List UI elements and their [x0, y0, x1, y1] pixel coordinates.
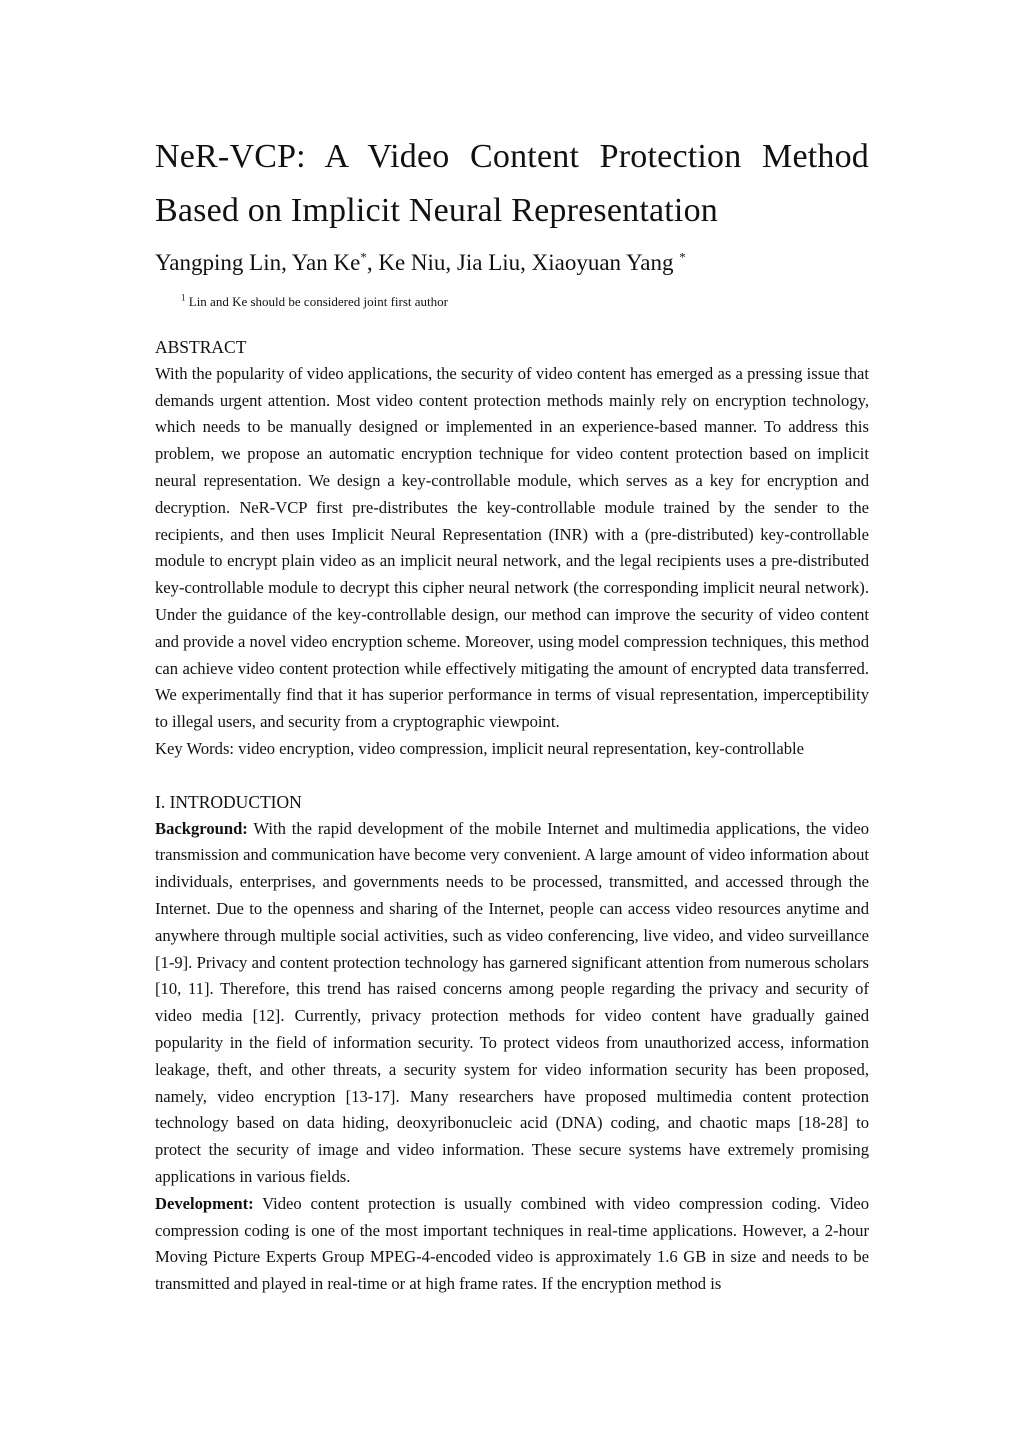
keywords-line: Key Words: video encryption, video compression, implicit neural representation, key-controllable	[155, 738, 805, 758]
author-list	[155, 248, 869, 278]
footnote-text: Lin and Ke should be considered joint first author	[185, 294, 448, 309]
author-footnote	[181, 294, 869, 310]
title-line-1: NeR-VCP: A Video Content Protection Method	[155, 138, 869, 175]
abstract-body: With the popularity of video applications, the security of video content has emerged as a pressing issue that demands urgent attention. Most video content protection methods mainly rely on encryption technology, which needs to be manually designed or implemented in an experience-based manner. To address this problem, we propose an automatic encryption technique for video content protection based on implicit neural representation. We design a key-controllable module, which serves as a key for encryption and decryption. NeR-VCP first pre-distributes the key-controllable module trained by the sender to the recipients, and then uses Implicit Neural Representation (INR) with a (pre-distributed) key-controllable module to encrypt plain video as an implicit neural network, and the legal recipients uses a pre-distributed key-controllable module to decrypt this cipher neural network (the corresponding implicit neural network). Under the guidance of the key-controllable design, our method can improve the security of video content and provide a novel video encryption scheme. Moreover, using model compression techniques, this method can achieve video content protection while effectively mitigating the amount of encrypted data transferred. We experimentally find that it has superior performance in terms of visual representation, imperceptibility to illegal users, and security from a cryptographic viewpoint.	[155, 363, 869, 732]
introduction-heading: I. INTRODUCTION	[155, 791, 302, 812]
background-paragraph	[155, 816, 869, 1191]
development-paragraph	[155, 1191, 869, 1298]
authors-part-1: Yangping Lin, Yan Ke	[155, 250, 361, 275]
authors-part-2: , Ke Niu, Jia Liu, Xiaoyuan Yang	[366, 250, 680, 275]
development-text: Video content protection is usually combined with video compression coding. Video compression coding is one of the most important techniques in real-time applications. However, a 2-hour Moving Picture Experts Group MPEG-4-encoded video is approximately 1.6 GB in size and needs to be transmitted and played in real-time or at high frame rates. If the encryption method is	[155, 1193, 869, 1294]
paper-page	[155, 130, 869, 1298]
title-line-2: Based on Implicit Neural Representation	[155, 192, 718, 229]
background-text: With the rapid development of the mobile Internet and multimedia applications, the video transmission and communication have become very convenient. A large amount of video information about individuals, enterprises, and governments needs to be processed, transmitted, and accessed through the Internet. Due to the openness and sharing of the Internet, people can access video resources anytime and anywhere through multiple social activities, such as video conferencing, live video, and video surveillance [1-9]. Privacy and content protection technology has garnered significant attention from numerous scholars [10, 11]. Therefore, this trend has raised concerns among people regarding the privacy and security of video media [12]. Currently, privacy protection methods for video content have gradually gained popularity in the field of information security. To protect videos from unauthorized access, information leakage, theft, and other threats, a security system for video information security has been proposed, namely, video encryption [13-17]. Many researchers have proposed multimedia content protection technology based on data hiding, deoxyribonucleic acid (DNA) coding, and chaotic maps [18-28] to protect the security of image and video information. These secure systems have extremely promising applications in various fields.	[155, 818, 869, 1186]
footnote-mark: 1	[181, 292, 186, 303]
development-label: Development:	[155, 1193, 254, 1213]
corresponding-author-mark-1: *	[360, 249, 367, 265]
background-label: Background:	[155, 818, 248, 838]
abstract-heading: ABSTRACT	[155, 337, 247, 357]
corresponding-author-mark-2: *	[679, 249, 686, 265]
paper-title	[155, 130, 869, 238]
